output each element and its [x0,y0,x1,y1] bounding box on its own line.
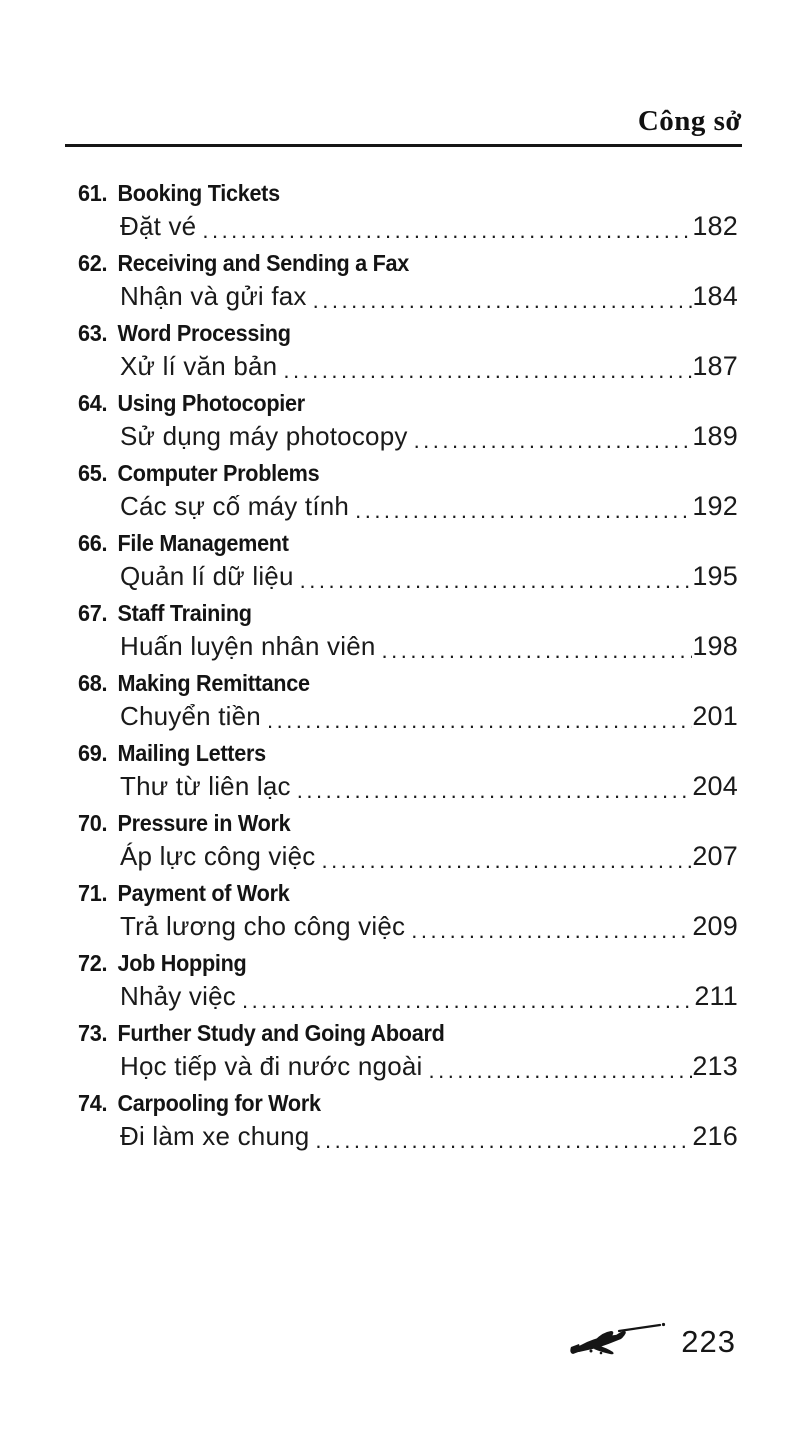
dot-leader [267,706,692,736]
entry-page-number: 201 [692,701,738,731]
dot-leader [297,776,693,806]
entry-number: 67. [78,600,108,626]
entry-translation: Nhận và gửi fax [120,281,307,311]
dot-leader [313,286,693,316]
entry-translation-line [78,771,738,806]
entry-translation: Trả lương cho công việc [120,911,406,941]
entry-translation-line [78,491,738,526]
entry-number: 68. [78,670,108,696]
entry-title-line [78,246,698,281]
toc-entry [78,596,738,666]
entry-number: 62. [78,250,108,276]
entry-title: File Management [117,530,289,556]
dot-leader [411,916,692,946]
entry-number: 73. [78,1020,108,1046]
entry-number: 66. [78,530,108,556]
entry-page-number: 187 [692,351,738,381]
entry-translation-line [78,421,738,456]
entry-title-line [78,806,698,841]
entry-title: Word Processing [117,320,291,346]
entry-page-number: 189 [692,421,738,451]
toc-entry [78,876,738,946]
toc-entry [78,806,738,876]
entry-title-line [78,176,698,211]
toc-list [78,176,738,1156]
entry-number: 64. [78,390,108,416]
entry-title-line [78,666,698,701]
toc-entry [78,526,738,596]
entry-title-line [78,386,698,421]
toc-entry [78,1086,738,1156]
entry-title-line [78,876,698,911]
toc-entry [78,946,738,1016]
entry-title: Using Photocopier [117,390,305,416]
entry-title: Payment of Work [117,880,290,906]
entry-translation: Sử dụng máy photocopy [120,421,408,451]
entry-translation: Quản lí dữ liệu [120,561,294,591]
toc-entry [78,456,738,526]
page-footer [567,1318,736,1365]
entry-translation-line [78,981,738,1016]
entry-title-line [78,596,698,631]
entry-translation-line [78,841,738,876]
entry-translation: Đi làm xe chung [120,1121,310,1151]
entry-page-number: 209 [692,911,738,941]
entry-title: Making Remittance [117,670,310,696]
entry-translation-line [78,281,738,316]
entry-title-line [78,1016,698,1051]
entry-translation: Nhảy việc [120,981,236,1011]
dot-leader [315,1126,692,1156]
entry-number: 65. [78,460,108,486]
entry-number: 69. [78,740,108,766]
entry-title: Computer Problems [117,460,320,486]
entry-title-line [78,736,698,771]
dot-leader [283,356,692,386]
entry-title: Mailing Letters [117,740,266,766]
entry-page-number: 216 [692,1121,738,1151]
entry-translation: Áp lực công việc [120,841,316,871]
page-header [65,105,742,155]
entry-number: 61. [78,180,108,206]
entry-translation-line [78,351,738,386]
airplane-icon [567,1318,667,1365]
entry-title: Carpooling for Work [117,1090,321,1116]
entry-translation: Chuyển tiền [120,701,261,731]
entry-number: 72. [78,950,108,976]
dot-leader [300,566,693,596]
dot-leader [242,986,694,1016]
entry-page-number: 182 [692,211,738,241]
entry-title: Booking Tickets [117,180,280,206]
entry-translation: Học tiếp và đi nước ngoài [120,1051,423,1081]
entry-title: Receiving and Sending a Fax [117,250,410,276]
entry-page-number: 213 [692,1051,738,1081]
entry-number: 70. [78,810,108,836]
entry-translation-line [78,911,738,946]
entry-translation-line [78,701,738,736]
entry-title-line [78,316,698,351]
entry-title: Staff Training [117,600,252,626]
entry-translation-line [78,1121,738,1156]
dot-leader [355,496,692,526]
entry-page-number: 211 [694,981,738,1011]
toc-entry [78,316,738,386]
entry-title: Further Study and Going Aboard [117,1020,445,1046]
dot-leader [429,1056,693,1086]
page-number: 223 [681,1323,736,1359]
entry-title: Pressure in Work [117,810,291,836]
entry-page-number: 184 [692,281,738,311]
toc-entry [78,736,738,806]
toc-entry [78,386,738,456]
dot-leader [414,426,693,456]
entry-translation: Các sự cố máy tính [120,491,350,521]
entry-page-number: 192 [692,491,738,521]
toc-entry [78,666,738,736]
entry-page-number: 195 [692,561,738,591]
entry-translation: Huấn luyện nhân viên [120,631,376,661]
entry-number: 71. [78,880,108,906]
entry-title-line [78,526,698,561]
dot-leader [382,636,693,666]
entry-page-number: 198 [692,631,738,661]
toc-entry [78,246,738,316]
entry-translation-line [78,631,738,666]
entry-translation: Thư từ liên lạc [120,771,291,801]
entry-translation-line [78,211,738,246]
chapter-header-title: Công sở [637,105,742,137]
entry-number: 74. [78,1090,108,1116]
dot-leader [202,216,692,246]
entry-title-line [78,1086,698,1121]
dot-leader [321,846,692,876]
entry-translation: Xử lí văn bản [120,351,278,381]
toc-entry [78,1016,738,1086]
entry-translation-line [78,1051,738,1086]
entry-title-line [78,456,698,491]
entry-page-number: 204 [692,771,738,801]
entry-title-line [78,946,698,981]
entry-number: 63. [78,320,108,346]
toc-entry [78,176,738,246]
entry-title: Job Hopping [117,950,247,976]
entry-translation-line [78,561,738,596]
header-rule [65,144,742,147]
entry-page-number: 207 [692,841,738,871]
entry-translation: Đặt vé [120,211,197,241]
